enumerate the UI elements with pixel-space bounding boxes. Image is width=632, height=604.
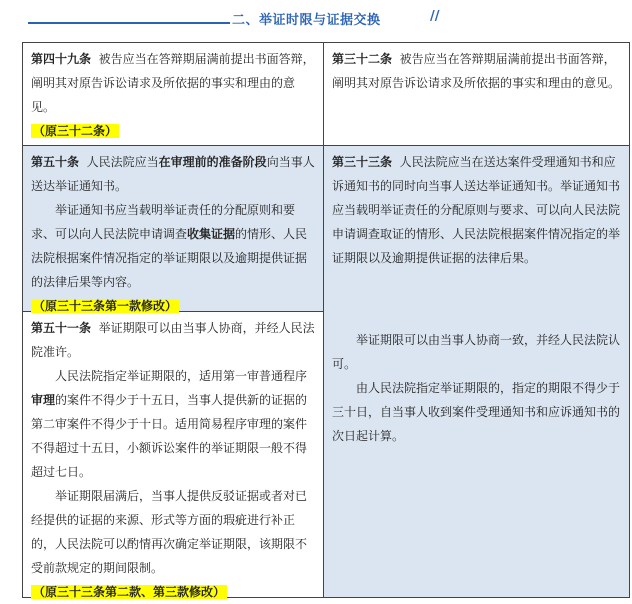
new-article-51-cell	[23, 312, 323, 597]
paragraph: 举证期限届满后，当事人提供反驳证据或者对已经提供的证据的来源、形式等方面的瑕疵进行补正的，人民法院可以酌情再次确定举证期限，该期限不受前款规定的期间限制。	[31, 489, 308, 575]
text-segment: 向当事人送达举证通知书。	[31, 155, 315, 193]
section-title-mark: //	[430, 9, 440, 24]
article-number: 第四十九条	[31, 52, 92, 66]
article-text: 人民法院应当在送达案件受理通知书和应诉通知书的同时向当事人送达举证通知书。举证通知书应当载明举证责任的分配原则与要求、可以向人民法院申请调查取证的情形、人民法院根据案件情况指定的举证期限以及逾期提供证据的法律后果。	[332, 155, 621, 265]
source-note: （原三十二条）	[33, 124, 118, 138]
new-article-50-cell	[23, 146, 323, 311]
text-segment: 的案件不得少于十五日，当事人提供新的证据的第二审案件不得少于十日。适用简易程序审理的案件不得超过十五日，小额诉讼案件的举证期限一般不得超过七日。	[31, 393, 308, 479]
header-divider-line	[28, 22, 230, 24]
changed-text: 收集证据	[187, 227, 236, 241]
new-article-49-cell	[23, 43, 323, 145]
old-article-33-cell	[324, 146, 629, 597]
changed-text: 在审理前的准备阶段	[158, 155, 267, 169]
text-segment: 的情形、人民法院根据案件情况指定的举证期限以及逾期提供证据的法律后果等内容。	[31, 227, 308, 289]
article-text: 举证期限可以由当事人协商，并经人民法院准许。	[31, 321, 315, 359]
changed-text: 审理	[31, 393, 56, 407]
old-article-32-cell	[324, 43, 629, 145]
article-text: 被告应当在答辩期届满前提出书面答辩，阐明其对原告诉讼请求及所依据的事实和理由的意见。	[31, 52, 315, 114]
comparison-table	[22, 42, 630, 598]
article-number: 第三十二条	[332, 52, 393, 66]
source-note: （原三十三条第一款修改）	[33, 299, 178, 313]
article-number: 第三十三条	[332, 155, 393, 169]
text-segment: 举证通知书应当载明举证责任的分配原则和要求、可以向人民法院申请调查	[31, 203, 296, 241]
article-text: 被告应当在答辩期届满前提出书面答辩，阐明其对原告诉讼请求及所依据的事实和理由的意见。	[332, 52, 621, 90]
text-segment: 人民法院指定举证期限的，适用第一审普通程序	[55, 369, 308, 383]
paragraph: 由人民法院指定举证期限的，指定的期限不得少于三十日，自当事人收到案件受理通知书和应诉通知书的次日起计算。	[332, 381, 621, 443]
text-segment: 人民法院应当	[86, 155, 159, 169]
paragraph: 举证期限可以由当事人协商一致，并经人民法院认可。	[332, 333, 621, 371]
article-number: 第五十条	[31, 155, 80, 169]
article-number: 第五十一条	[31, 321, 92, 335]
section-title: 二、举证时限与证据交换	[232, 13, 381, 28]
section-header	[20, 0, 632, 34]
source-note: （原三十三条第二款、第三款修改）	[33, 585, 226, 599]
